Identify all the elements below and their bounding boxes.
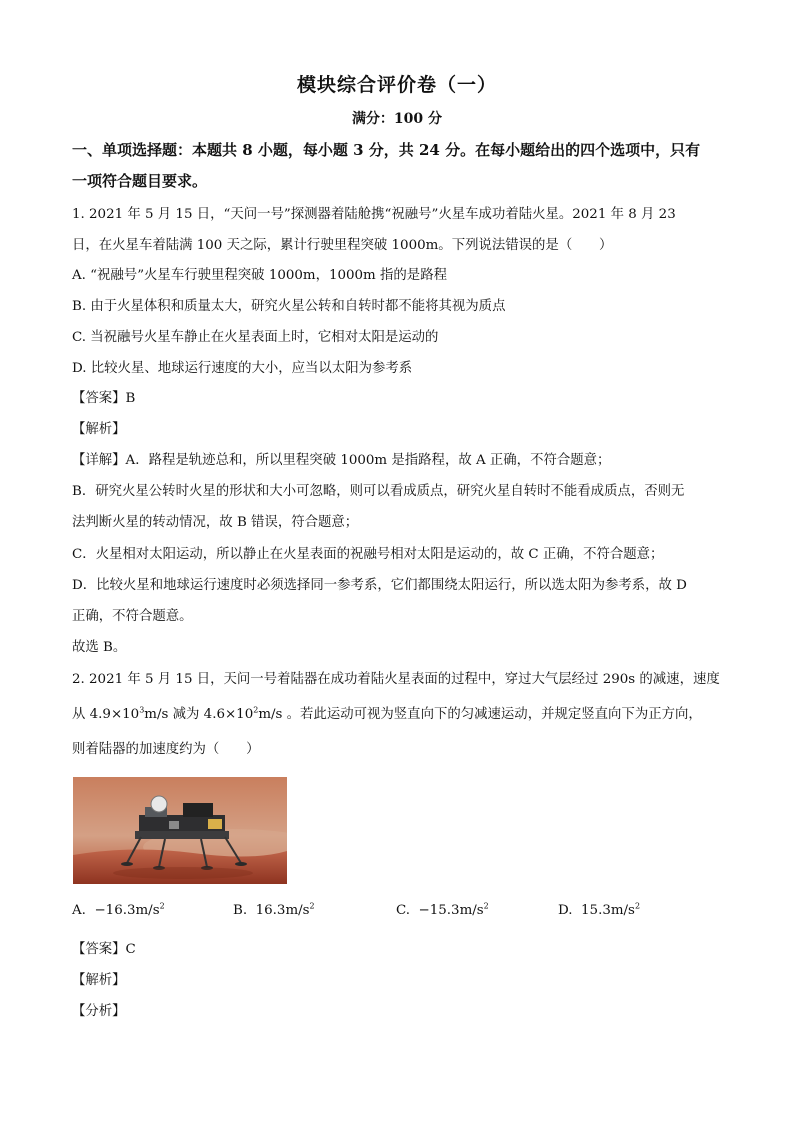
- q1-detail-line1: 【详解】A．路程是轨迹总和，所以里程突破 1000m 是指路程，故 A 正确，不符合题意；: [72, 453, 611, 468]
- section-heading-line2: 一项符合题目要求。: [72, 172, 208, 190]
- q2-option-b-exp: 2: [309, 901, 315, 911]
- section-heading-line1: 一、单项选择题：本题共 8 小题，每小题 3 分，共 24 分。在每小题给出的四个选项中，只有: [72, 141, 701, 159]
- q2-option-a-label: A.: [72, 903, 86, 918]
- q2-answer: 【答案】C: [72, 942, 136, 957]
- q2-option-c-label: C.: [396, 903, 411, 918]
- q2-option-d-label: D.: [558, 903, 573, 918]
- mars-lander-image: [73, 777, 287, 884]
- q2-option-b-value: 16.3m/s: [255, 903, 310, 918]
- q1-option-a: A. “祝融号”火星车行驶里程突破 1000m，1000m 指的是路程: [72, 268, 447, 283]
- q1-stem-line1: 1. 2021 年 5 月 15 日，“天问一号”探测器着陆舱携“祝融号”火星车成功着陆火星。2021 年 8 月 23: [72, 207, 676, 222]
- q1-detail-line4: C．火星相对太阳运动，所以静止在火星表面的祝融号相对太阳是运动的，故 C 正确，不符合题意；: [72, 547, 664, 562]
- q2-analysis: 【解析】: [72, 973, 126, 988]
- q2-option-a-exp: 2: [159, 901, 165, 911]
- q2-stem-line1: 2. 2021 年 5 月 15 日，天问一号着陆器在成功着陆火星表面的过程中，穿过大气层经过 290s 的减速，速度: [72, 672, 720, 687]
- q2-option-c-value: −15.3m/s: [418, 903, 484, 918]
- q1-detail-line6: 正确，不符合题意。: [72, 609, 193, 624]
- q2-option-b-label: B.: [233, 903, 248, 918]
- q2-analysis-heading: 【分析】: [72, 1004, 126, 1019]
- q1-option-c: C. 当祝融号火星车静止在火星表面上时，它相对太阳是运动的: [72, 330, 439, 345]
- q2-stem-seg1: 从 4.9×10: [72, 707, 140, 722]
- q1-option-d: D. 比较火星、地球运行速度的大小，应当以太阳为参考系: [72, 361, 413, 376]
- q2-option-d-value: 15.3m/s: [581, 903, 635, 918]
- q1-stem-line2: 日，在火星车着陆满 100 天之际，累计行驶里程突破 1000m。下列说法错误的是（ ）: [72, 238, 613, 253]
- q1-detail-line7: 故选 B。: [72, 640, 127, 655]
- q2-option-d: [558, 903, 640, 918]
- q1-detail-line3: 法判断火星的转动情况，故 B 错误，符合题意；: [72, 515, 359, 530]
- q2-stem-line2: [72, 705, 702, 725]
- q2-option-d-exp: 2: [634, 901, 641, 911]
- q2-stem-seg3: m/s 。若此运动可视为竖直向下的匀减速运动，并规定竖直向下为正方向，: [258, 707, 702, 722]
- mars-lander-illustration: [73, 777, 287, 884]
- full-score: 满分：100 分: [351, 111, 443, 127]
- q1-analysis: 【解析】: [72, 422, 126, 437]
- q2-option-c-exp: 2: [483, 901, 489, 911]
- q2-stem-seg2: m/s 减为 4.6×10: [144, 707, 254, 722]
- q1-detail-line5: D．比较火星和地球运行速度时必须选择同一参考系，它们都围绕太阳运行，所以选太阳为参考系，故 D: [72, 578, 687, 593]
- q2-option-a: [72, 903, 165, 918]
- q2-option-a-value: −16.3m/s: [94, 903, 160, 918]
- page-title: 模块综合评价卷（一）: [296, 74, 497, 96]
- q2-stem-line3: 则着陆器的加速度约为（ ）: [72, 742, 260, 757]
- q2-exp1: 3: [139, 705, 145, 715]
- q2-exp2: 2: [253, 705, 259, 715]
- q2-option-c: [396, 903, 489, 918]
- q1-option-b: B. 由于火星体积和质量太大，研究火星公转和自转时都不能将其视为质点: [72, 299, 506, 314]
- q1-answer: 【答案】B: [72, 391, 136, 406]
- q1-detail-line2: B．研究火星公转时火星的形状和大小可忽略，则可以看成质点，研究火星自转时不能看成质点，否则无: [72, 484, 685, 499]
- q2-option-b: [233, 903, 315, 918]
